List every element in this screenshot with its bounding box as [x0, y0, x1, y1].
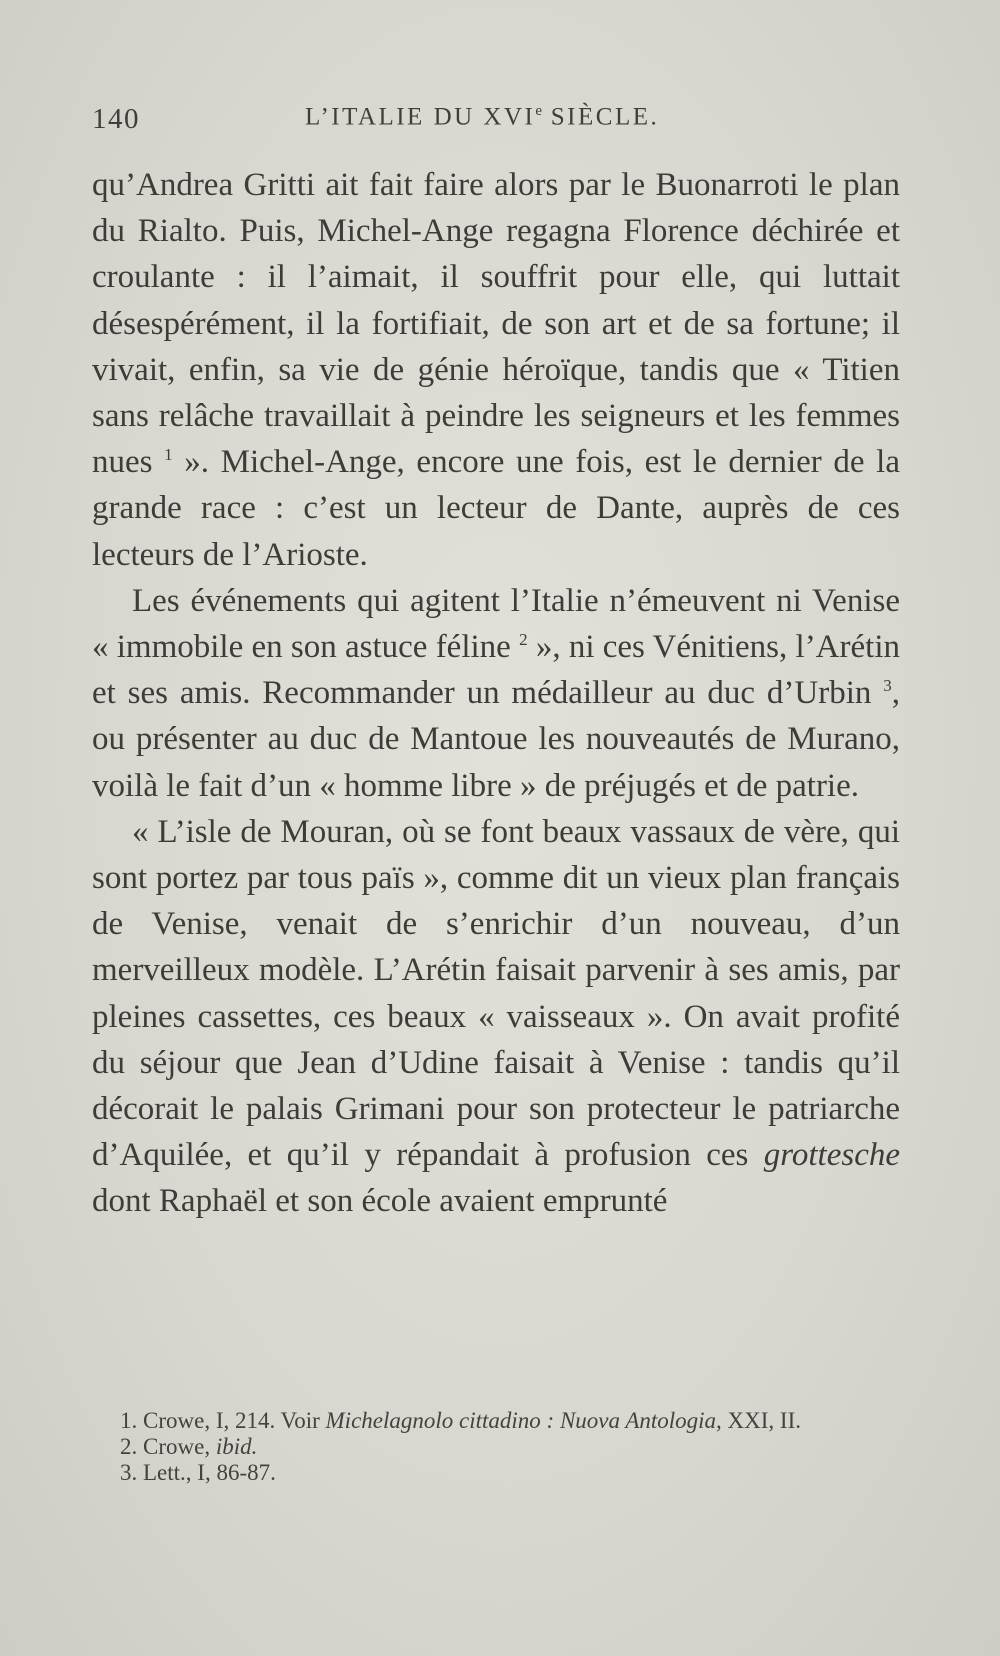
- footnote-reference: 3: [883, 676, 892, 696]
- footnote: [92, 1408, 900, 1434]
- running-head-title-sup: e: [535, 103, 543, 119]
- footnote: [92, 1460, 900, 1486]
- footnotes: [92, 1408, 900, 1486]
- running-head-title: [305, 103, 659, 131]
- text-run: Lett., I, 86-87.: [137, 1460, 276, 1485]
- body-text: [92, 162, 900, 1225]
- footnote-reference: 2: [519, 630, 528, 650]
- text-run: Crowe, I, 214. Voir: [137, 1408, 326, 1433]
- page-number: 140: [92, 103, 140, 135]
- footnote-number: 3.: [120, 1460, 138, 1485]
- text-run: Les événements qui agitent l’Italie n’émeuvent ni Venise « immobile en son astuce féline: [92, 582, 900, 666]
- paragraph: [92, 578, 900, 809]
- running-head-title-main: L’ITALIE DU XVI: [305, 103, 536, 131]
- text-run: », ni ces Vénitiens, l’Arétin et ses amis. Recommander un médailleur au duc d’Urbin: [92, 629, 900, 712]
- text-run: ». Michel-Ange, encore une fois, est le dernier de la grande race : c’est un lecteur de Dante, auprès de ces lecteurs de l’Arioste.: [92, 444, 900, 573]
- text-run: , ou présenter au duc de Mantoue les nouveautés de Murano, voilà le fait d’un « homme libre » de préjugés et de patrie.: [92, 675, 900, 804]
- text-run: Crowe,: [137, 1434, 216, 1459]
- running-head: [92, 103, 898, 143]
- text-run: qu’Andrea Gritti ait fait faire alors par le Buonarroti le plan du Rialto. Puis, Michel-Ange regagna Florence déchirée et croulante : il l’aimait, il souffrit pour elle, qui luttait désespérément, il la fortifiait, de son art et de sa fortune; il vivait, enfin, sa vie de génie héroïque, tandis que « Titien sans relâche travaillait à peindre les seigneurs et les femmes nues: [92, 167, 900, 481]
- italic-text: ibid.: [215, 1434, 258, 1459]
- footnote-number: 1.: [120, 1408, 138, 1433]
- paragraph: [92, 809, 900, 1225]
- text-run: « L’isle de Mouran, où se font beaux vassaux de vère, qui sont portez par tous païs », comme dit un vieux plan français de Venise, venait de s’enrichir d’un nouveau, d’un merveilleux modèle. L’Arétin faisait parvenir à ses amis, par pleines cassettes, ces beaux « vaisseaux ». On avait profité du séjour que Jean d’Udine faisait à Venise : tandis qu’il décorait le palais Grimani pour son protecteur le patriarche d’Aquilée, et qu’il y répandait à profusion ces: [92, 813, 900, 1174]
- footnote: [92, 1434, 900, 1460]
- italic-text: Michelagnolo cittadino : Nuova Antologia: [325, 1408, 717, 1433]
- text-run: , XXI, II.: [716, 1408, 801, 1433]
- italic-text: grottesche: [763, 1137, 900, 1174]
- footnote-reference: 1: [164, 445, 173, 465]
- footnote-number: 2.: [120, 1434, 138, 1459]
- text-run: dont Raphaël et son école avaient emprunté: [92, 1183, 668, 1220]
- running-head-title-end: SIÈCLE.: [542, 103, 660, 131]
- paragraph: [92, 162, 900, 578]
